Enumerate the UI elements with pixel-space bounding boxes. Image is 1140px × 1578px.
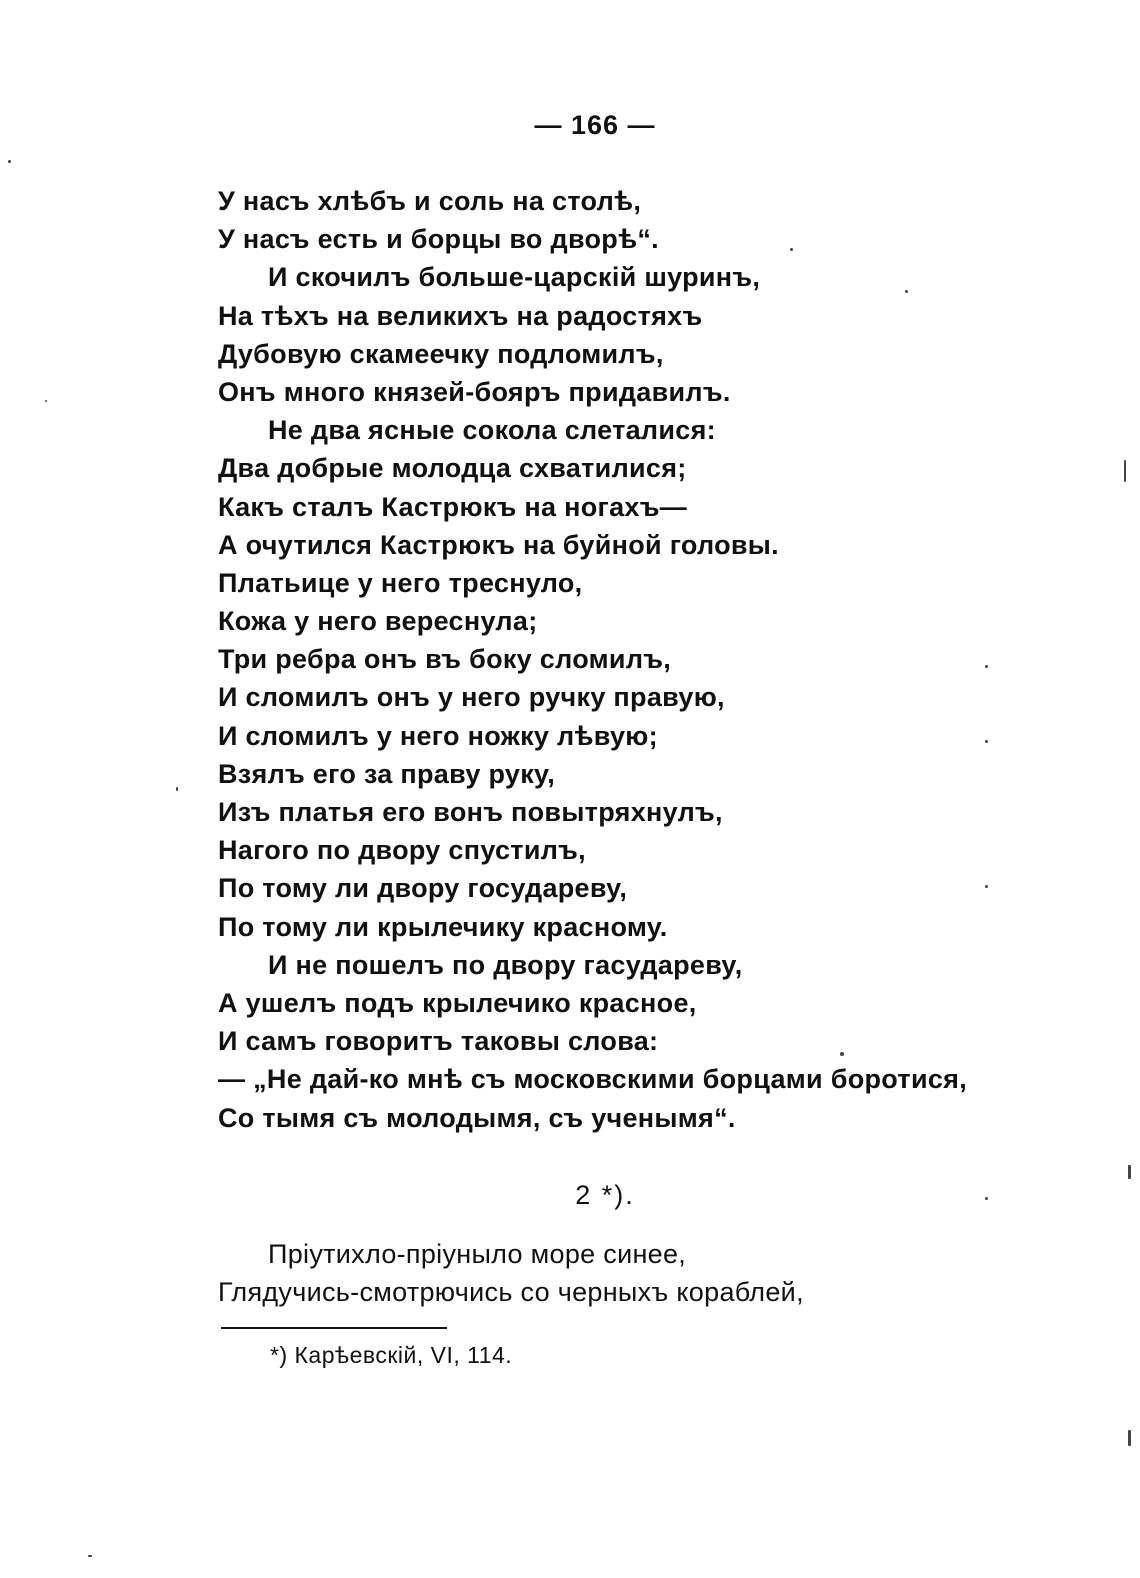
poem-line: А ушелъ подъ крылечико красное, xyxy=(218,987,697,1018)
poem-line: И сломилъ онъ у него ручку правую, xyxy=(218,682,725,713)
poem-line: Изъ платья его вонъ повытряхнулъ, xyxy=(218,797,723,827)
scan-speck xyxy=(905,290,908,293)
poem-line: Взялъ его за праву руку, xyxy=(218,758,556,789)
scan-speck xyxy=(1128,1430,1131,1446)
poem-text xyxy=(218,182,1098,1137)
poem-line: Глядучись-смотрючись со черныхъ кораблей, xyxy=(218,1277,804,1307)
poem-line: А очутился Кастрюкъ на буйной головы. xyxy=(218,529,779,560)
poem-line: И самъ говоритъ таковы слова: xyxy=(218,1026,659,1057)
poem-line: По тому ли двору государеву, xyxy=(218,873,628,904)
poem-line: По тому ли крылечику красному. xyxy=(218,911,668,942)
poem-line: И не пошелъ по двору гасудареву, xyxy=(268,949,743,980)
footnote-rule xyxy=(221,1327,447,1329)
poem-line: Три ребра онъ въ боку сломилъ, xyxy=(218,644,672,675)
footnote: *) Карѣевскій, VI, 114. xyxy=(270,1342,513,1368)
poem-line: Какъ сталъ Кастрюкъ на ногахъ— xyxy=(218,491,688,522)
scan-speck xyxy=(985,740,988,743)
poem-line: У насъ хлѣбъ и соль на столѣ, xyxy=(218,186,642,216)
poem-line: Кожа у него вереснула; xyxy=(218,606,538,637)
poem-line: Пріутихло-пріуныло море синее, xyxy=(268,1239,687,1269)
scan-speck xyxy=(8,160,11,163)
poem-line: Со тымя съ молодымя, съ ученымя“. xyxy=(218,1102,736,1133)
scan-speck xyxy=(1124,460,1126,482)
scan-speck xyxy=(45,400,47,402)
page-number: — 166 — xyxy=(534,110,656,140)
scan-speck xyxy=(176,787,178,791)
scan-speck xyxy=(985,665,988,668)
poem-line: Не два ясные сокола слеталися: xyxy=(268,415,716,446)
scan-speck xyxy=(985,885,988,888)
scan-speck xyxy=(985,1197,988,1200)
poem-line: Дубовую скамеечку подломилъ, xyxy=(218,338,664,369)
scan-speck xyxy=(1128,1165,1131,1179)
poem-text-section-2 xyxy=(218,1235,1098,1311)
scan-speck xyxy=(840,1052,844,1056)
poem-line: Онъ много князей-бояръ придавилъ. xyxy=(218,376,731,407)
scan-speck xyxy=(88,1555,92,1557)
poem-line: И сломилъ у него ножку лѣвую; xyxy=(218,720,658,751)
poem-line: Два добрые молодца схватилися; xyxy=(218,453,687,484)
scan-speck xyxy=(790,248,793,251)
poem-line: — „Не дай-ко мнѣ съ московскими борцами боротися, xyxy=(218,1064,968,1095)
poem-line: И скочилъ больше-царскій шуринъ, xyxy=(268,262,761,293)
poem-line: У насъ есть и борцы во дворѣ“. xyxy=(218,224,659,255)
poem-line: Платьице у него треснуло, xyxy=(218,567,583,598)
poem-line: Нагого по двору спустилъ, xyxy=(218,835,586,866)
section-heading: 2 *). xyxy=(575,1180,635,1210)
poem-line: На тѣхъ на великихъ на радостяхъ xyxy=(218,300,703,331)
